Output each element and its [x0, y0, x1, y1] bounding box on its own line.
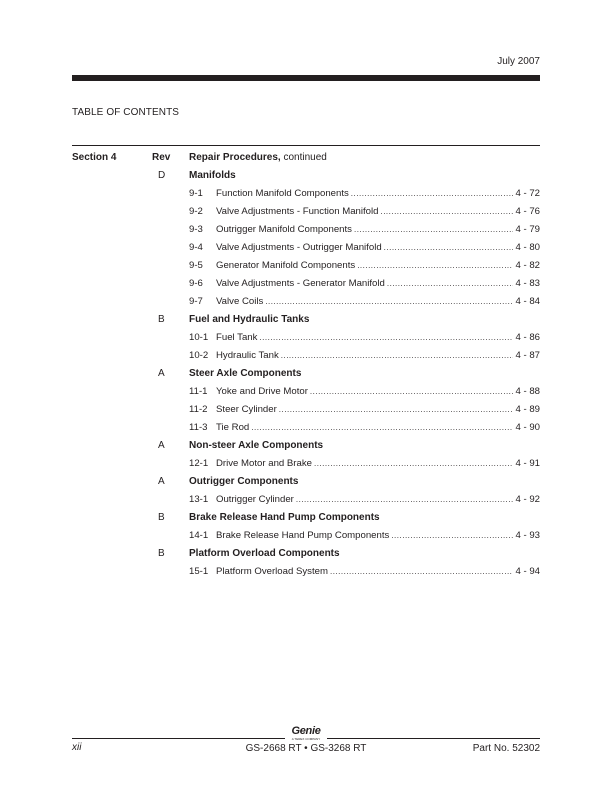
- entry-leader: [216, 404, 540, 415]
- toc-entry[interactable]: [72, 530, 540, 548]
- entry-page: 4 - 94: [515, 566, 540, 577]
- section-title-bold: Repair Procedures,: [189, 152, 281, 163]
- entry-number: 9-7: [189, 296, 203, 307]
- dot-leader: [296, 495, 514, 504]
- toc-group-row: [72, 476, 540, 494]
- group-rev: A: [158, 440, 165, 451]
- entry-leader: [216, 278, 540, 289]
- toc-group-row: [72, 440, 540, 458]
- entry-page: 4 - 79: [515, 224, 540, 235]
- dot-leader: [384, 243, 514, 252]
- toc-list: [72, 170, 540, 584]
- entry-title: Outrigger Cylinder: [216, 494, 294, 505]
- entry-leader: [216, 386, 540, 397]
- dot-leader: [357, 261, 513, 270]
- entry-number: 15-1: [189, 566, 209, 577]
- group-rev: A: [158, 476, 165, 487]
- entry-title: Steer Cylinder: [216, 404, 277, 415]
- entry-title: Valve Coils: [216, 296, 264, 307]
- entry-page: 4 - 72: [515, 188, 540, 199]
- rev-column-label: Rev: [152, 152, 171, 163]
- entry-number: 10-2: [189, 350, 209, 361]
- toc-group-row: [72, 548, 540, 566]
- entry-number: 9-3: [189, 224, 203, 235]
- genie-logo: [286, 725, 326, 741]
- group-rev: A: [158, 368, 165, 379]
- toc-entry[interactable]: [72, 188, 540, 206]
- toc-entry[interactable]: [72, 404, 540, 422]
- entry-number: 13-1: [189, 494, 209, 505]
- entry-number: 9-2: [189, 206, 203, 217]
- dot-leader: [279, 405, 514, 414]
- entry-number: 11-3: [189, 422, 208, 433]
- toc-entry[interactable]: [72, 332, 540, 350]
- group-title: Fuel and Hydraulic Tanks: [189, 314, 310, 325]
- entry-leader: [216, 224, 540, 235]
- entry-title: Valve Adjustments - Outrigger Manifold: [216, 242, 382, 253]
- entry-title: Brake Release Hand Pump Components: [216, 530, 390, 541]
- toc-group-row: [72, 314, 540, 332]
- entry-leader: [216, 566, 540, 577]
- footer-rule-left: [72, 738, 285, 739]
- dot-leader: [310, 387, 514, 396]
- entry-number: 11-2: [189, 404, 208, 415]
- entry-leader: [216, 494, 540, 505]
- dot-leader: [330, 567, 513, 576]
- toc-entry[interactable]: [72, 224, 540, 242]
- footer-page-number: xii: [72, 742, 82, 753]
- footer-rule-right: [327, 738, 540, 739]
- toc-entry[interactable]: [72, 206, 540, 224]
- toc-entry[interactable]: [72, 278, 540, 296]
- entry-number: 9-6: [189, 278, 203, 289]
- dot-leader: [387, 279, 514, 288]
- entry-leader: [216, 530, 540, 541]
- entry-page: 4 - 93: [515, 530, 540, 541]
- entry-leader: [216, 458, 540, 469]
- entry-title: Yoke and Drive Motor: [216, 386, 308, 397]
- toc-entry[interactable]: [72, 242, 540, 260]
- entry-number: 14-1: [189, 530, 209, 541]
- group-rev: B: [158, 314, 165, 325]
- footer-model: GS-2668 RT • GS-3268 RT: [245, 743, 367, 754]
- entry-title: Outrigger Manifold Components: [216, 224, 352, 235]
- toc-group-row: [72, 170, 540, 188]
- logo-subtext: A TEREX COMPANY: [291, 737, 321, 741]
- section-title-continued: continued: [280, 152, 327, 163]
- entry-page: 4 - 86: [515, 332, 540, 343]
- entry-title: Platform Overload System: [216, 566, 328, 577]
- header-rule: [72, 75, 540, 81]
- entry-leader: [216, 332, 540, 343]
- entry-page: 4 - 92: [515, 494, 540, 505]
- dot-leader: [351, 189, 514, 198]
- toc-group-row: [72, 512, 540, 530]
- toc-entry[interactable]: [72, 422, 540, 440]
- toc-entry[interactable]: [72, 260, 540, 278]
- dot-leader: [281, 351, 514, 360]
- dot-leader: [391, 531, 513, 540]
- dot-leader: [380, 207, 513, 216]
- entry-page: 4 - 89: [515, 404, 540, 415]
- dot-leader: [265, 297, 513, 306]
- entry-leader: [216, 260, 540, 271]
- entry-title: Drive Motor and Brake: [216, 458, 312, 469]
- entry-page: 4 - 90: [515, 422, 540, 433]
- entry-page: 4 - 80: [515, 242, 540, 253]
- group-title: Brake Release Hand Pump Components: [189, 512, 380, 523]
- entry-number: 9-4: [189, 242, 203, 253]
- entry-title: Function Manifold Components: [216, 188, 349, 199]
- toc-group-row: [72, 368, 540, 386]
- entry-title: Valve Adjustments - Function Manifold: [216, 206, 379, 217]
- entry-leader: [216, 422, 540, 433]
- entry-number: 9-5: [189, 260, 203, 271]
- toc-entry[interactable]: [72, 386, 540, 404]
- group-rev: B: [158, 512, 165, 523]
- header-date: July 2007: [497, 56, 540, 67]
- entry-title: Fuel Tank: [216, 332, 258, 343]
- entry-page: 4 - 91: [515, 458, 540, 469]
- group-title: Steer Axle Components: [189, 368, 302, 379]
- entry-number: 9-1: [189, 188, 203, 199]
- toc-title: TABLE OF CONTENTS: [72, 107, 180, 118]
- entry-page: 4 - 82: [515, 260, 540, 271]
- section-rule: [72, 145, 540, 146]
- toc-entry[interactable]: [72, 296, 540, 314]
- entry-page: 4 - 83: [515, 278, 540, 289]
- section-title: [189, 152, 327, 163]
- entry-page: 4 - 84: [515, 296, 540, 307]
- toc-entry[interactable]: [72, 566, 540, 584]
- dot-leader: [314, 459, 513, 468]
- section-label: Section 4: [72, 152, 117, 163]
- dot-leader: [251, 423, 513, 432]
- entry-leader: [216, 242, 540, 253]
- toc-entry[interactable]: [72, 494, 540, 512]
- entry-leader: [216, 188, 540, 199]
- entry-title: Tie Rod: [216, 422, 250, 433]
- entry-title: Generator Manifold Components: [216, 260, 356, 271]
- entry-number: 11-1: [189, 386, 208, 397]
- entry-leader: [216, 296, 540, 307]
- entry-page: 4 - 87: [515, 350, 540, 361]
- group-title: Non-steer Axle Components: [189, 440, 324, 451]
- entry-number: 12-1: [189, 458, 209, 469]
- group-title: Manifolds: [189, 170, 236, 181]
- dot-leader: [354, 225, 513, 234]
- group-rev: B: [158, 548, 165, 559]
- entry-number: 10-1: [189, 332, 209, 343]
- group-rev: D: [158, 170, 166, 181]
- toc-entry[interactable]: [72, 350, 540, 368]
- entry-leader: [216, 350, 540, 361]
- entry-page: 4 - 88: [515, 386, 540, 397]
- toc-entry[interactable]: [72, 458, 540, 476]
- entry-page: 4 - 76: [515, 206, 540, 217]
- footer-part-number: Part No. 52302: [472, 743, 540, 754]
- entry-title: Hydraulic Tank: [216, 350, 279, 361]
- logo-word: Genie: [291, 725, 321, 737]
- dot-leader: [259, 333, 513, 342]
- group-title: Outrigger Components: [189, 476, 299, 487]
- group-title: Platform Overload Components: [189, 548, 340, 559]
- entry-leader: [216, 206, 540, 217]
- entry-title: Valve Adjustments - Generator Manifold: [216, 278, 385, 289]
